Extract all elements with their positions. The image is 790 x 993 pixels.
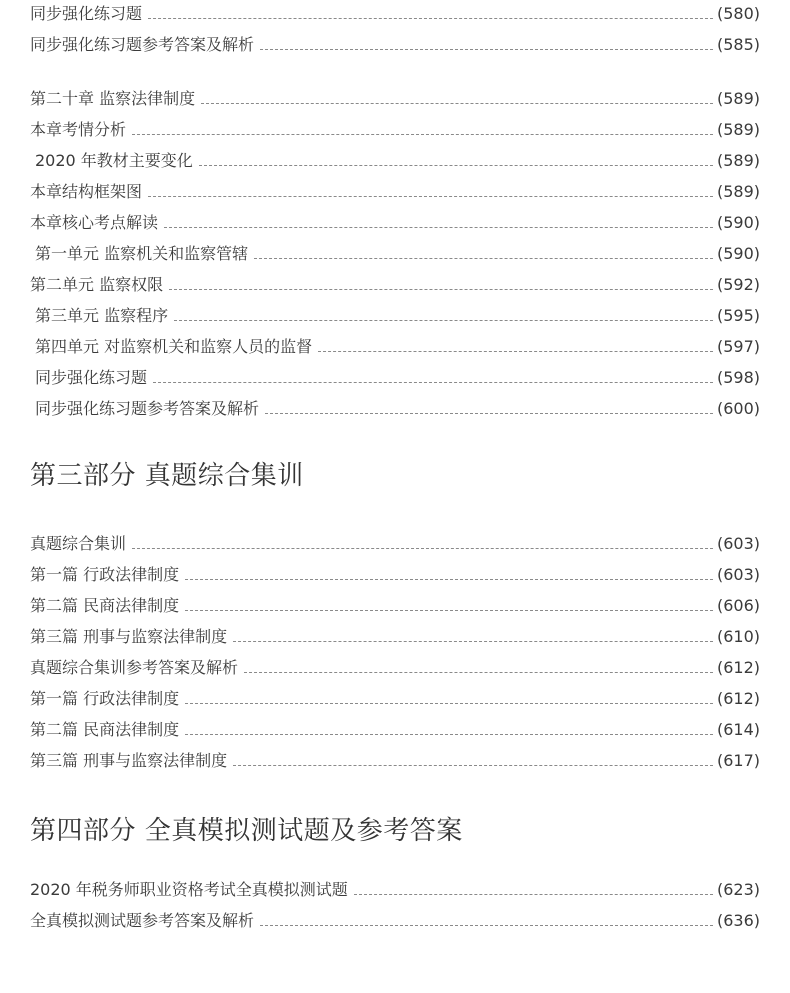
toc-entry-page: (623): [716, 880, 760, 899]
toc-entry-page: (600): [716, 399, 760, 418]
toc-entry: [30, 395, 760, 419]
toc-entry-page: (603): [716, 565, 760, 584]
toc-entry-label: 第三篇 刑事与监察法律制度: [30, 751, 228, 770]
toc-entry-label: 第二单元 监察权限: [30, 275, 164, 294]
dot-leader: [132, 133, 713, 135]
dot-leader: [233, 764, 713, 766]
toc-entry: [30, 209, 760, 233]
toc-entry-label: 同步强化练习题参考答案及解析: [35, 399, 260, 418]
toc-entry-label: 第一单元 监察机关和监察管辖: [35, 244, 249, 263]
toc-entry-page: (636): [716, 911, 760, 930]
dot-leader: [199, 164, 713, 166]
dot-leader: [318, 350, 713, 352]
dot-leader: [132, 547, 713, 549]
toc-entry-page: (612): [716, 658, 760, 677]
toc-entry-page: (603): [716, 534, 760, 553]
toc-entry-label: 本章考情分析: [30, 120, 127, 139]
toc-entry-page: (580): [716, 4, 760, 23]
dot-leader: [354, 893, 713, 895]
toc-entry-page: (606): [716, 596, 760, 615]
toc-entry: [30, 302, 760, 326]
dot-leader: [164, 226, 713, 228]
toc-entry-label: 第二篇 民商法律制度: [30, 596, 180, 615]
dot-leader: [185, 702, 713, 704]
dot-leader: [260, 48, 713, 50]
toc-entry-page: (598): [716, 368, 760, 387]
toc-entry: [30, 31, 760, 55]
toc-entry-label: 第三单元 监察程序: [35, 306, 169, 325]
toc-entry-label: 本章核心考点解读: [30, 213, 159, 232]
toc-entry-page: (589): [716, 151, 760, 170]
toc-entry-label: 第一篇 行政法律制度: [30, 689, 180, 708]
dot-leader: [185, 609, 713, 611]
dot-leader: [201, 102, 713, 104]
toc-entry-label: 同步强化练习题: [35, 368, 148, 387]
toc-entry-page: (589): [716, 120, 760, 139]
toc-entry: [30, 747, 760, 771]
toc-entry-label: 第二篇 民商法律制度: [30, 720, 180, 739]
toc-entry: [30, 147, 760, 171]
toc-entry: [30, 685, 760, 709]
toc-entry-page: (590): [716, 244, 760, 263]
toc-entry-page: (612): [716, 689, 760, 708]
toc-entry-page: (617): [716, 751, 760, 770]
toc-entry-page: (610): [716, 627, 760, 646]
toc-entry-label: 全真模拟测试题参考答案及解析: [30, 911, 255, 930]
toc-entry-label: 真题综合集训: [30, 534, 127, 553]
toc-entry: [30, 716, 760, 740]
toc-entry: [30, 561, 760, 585]
toc-entry-label: 第一篇 行政法律制度: [30, 565, 180, 584]
toc-entry: [30, 116, 760, 140]
toc-entry: [30, 623, 760, 647]
toc-entry-label: 第四单元 对监察机关和监察人员的监督: [35, 337, 313, 356]
dot-leader: [148, 195, 713, 197]
toc-entry-page: (585): [716, 35, 760, 54]
toc-entry: [30, 364, 760, 388]
part-heading: 第三部分 真题综合集训: [30, 461, 304, 491]
toc-entry-page: (589): [716, 89, 760, 108]
toc-entry: [30, 530, 760, 554]
dot-leader: [185, 733, 713, 735]
toc-entry-label: 2020 年税务师职业资格考试全真模拟测试题: [30, 880, 348, 899]
toc-entry-page: (595): [716, 306, 760, 325]
toc-entry-label: 真题综合集训参考答案及解析: [30, 658, 239, 677]
toc-entry-page: (614): [716, 720, 760, 739]
dot-leader: [254, 257, 713, 259]
toc-entry-label: 本章结构框架图: [30, 182, 143, 201]
toc-entry: [30, 592, 760, 616]
dot-leader: [233, 640, 713, 642]
toc-entry-label: 2020 年教材主要变化: [35, 151, 193, 170]
dot-leader: [185, 578, 713, 580]
toc-entry: [30, 333, 760, 357]
dot-leader: [153, 381, 713, 383]
toc-entry-label: 第三篇 刑事与监察法律制度: [30, 627, 228, 646]
toc-entry: [30, 876, 760, 900]
toc-entry-label: 同步强化练习题: [30, 4, 143, 23]
dot-leader: [244, 671, 713, 673]
toc-entry-label: 同步强化练习题参考答案及解析: [30, 35, 255, 54]
toc-entry-label: 第二十章 监察法律制度: [30, 89, 196, 108]
dot-leader: [174, 319, 713, 321]
toc-entry: [30, 654, 760, 678]
toc-entry: [30, 271, 760, 295]
toc-chapter-entry: [30, 85, 760, 109]
toc-entry: [30, 178, 760, 202]
dot-leader: [148, 17, 713, 19]
dot-leader: [169, 288, 713, 290]
toc-entry-page: (597): [716, 337, 760, 356]
toc-entry-page: (589): [716, 182, 760, 201]
part-heading: 第四部分 全真模拟测试题及参考答案: [30, 816, 463, 846]
toc-entry: [30, 0, 760, 24]
toc-entry: [30, 907, 760, 931]
toc-entry-page: (592): [716, 275, 760, 294]
toc-entry: [30, 240, 760, 264]
dot-leader: [260, 924, 713, 926]
toc-entry-page: (590): [716, 213, 760, 232]
dot-leader: [265, 412, 713, 414]
